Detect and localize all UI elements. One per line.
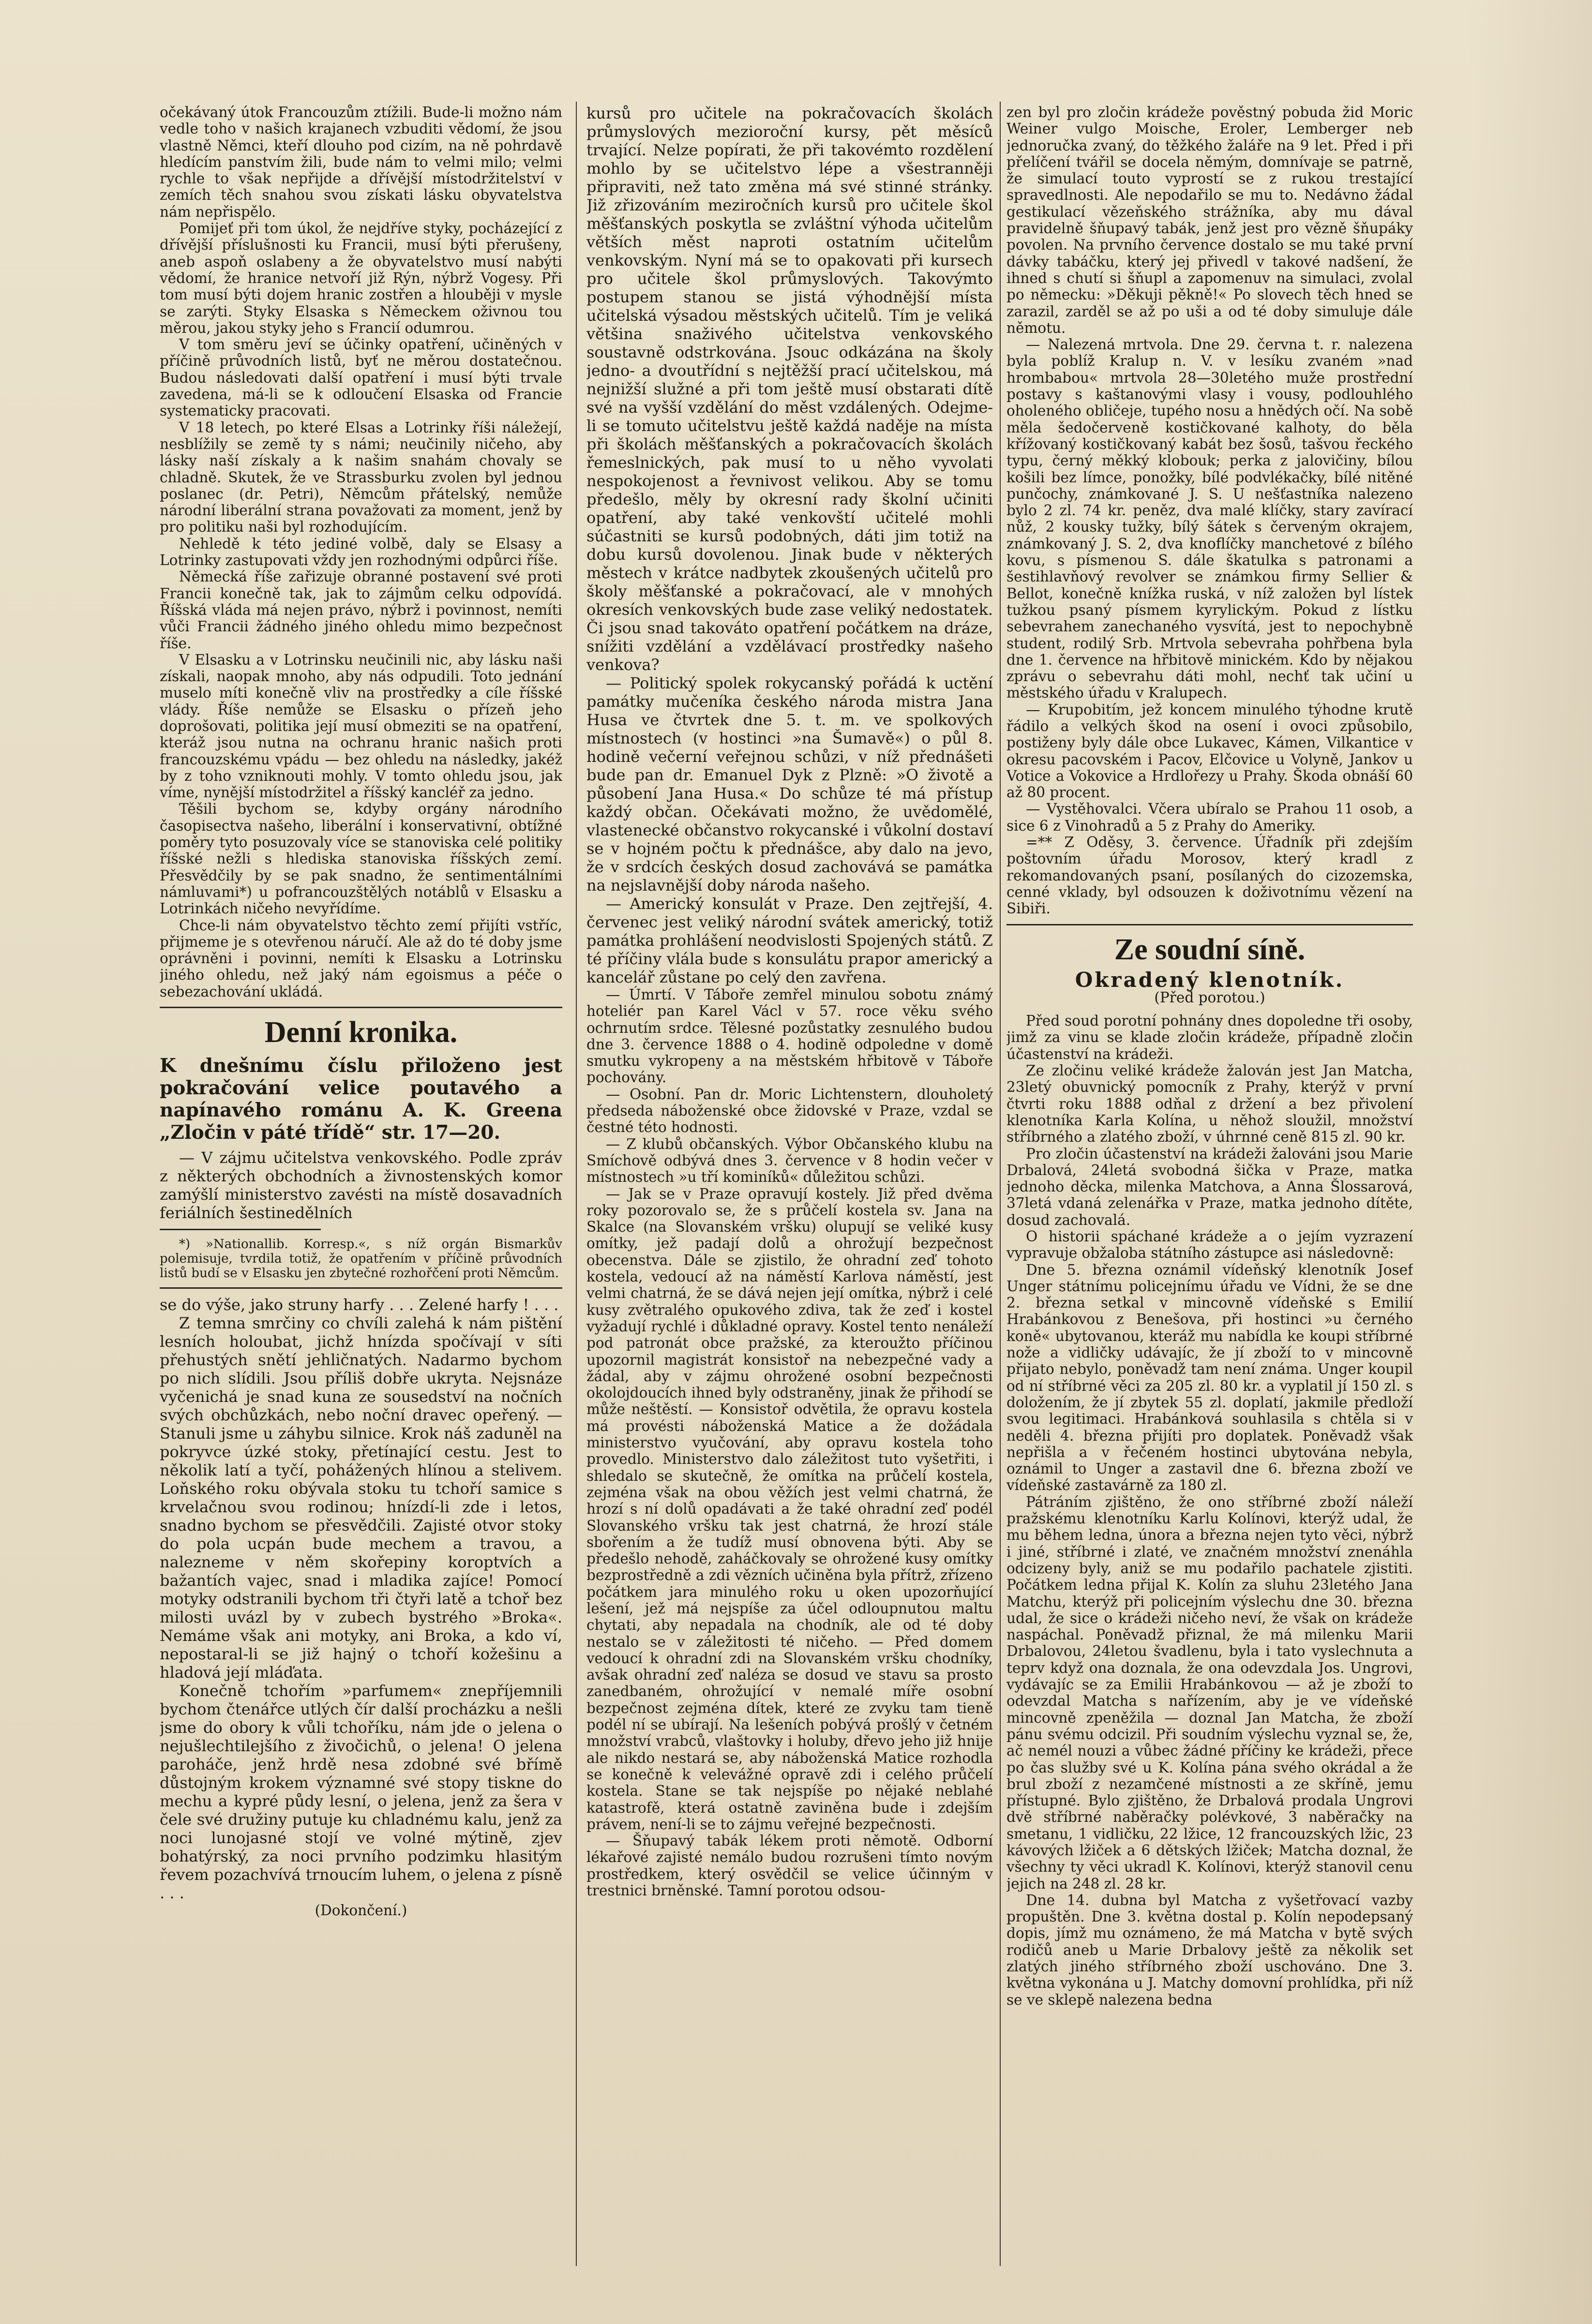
section-rule (160, 1007, 562, 1008)
court-paragraph: Dne 14. dubna byl Matcha z vyšetřovací vazby propuštěn. Dne 3. května dostal p. Kolín nepodepsaný dopis, jímž mu oznámeno, že má Matcha v bytě svých rodičů aneb u Marie Drbalovy ještě za několik set zlatých jiného stříbrného zboží uschováno. Dne 3. května vykonána u J. Matchy domovní prohlídka, při níž se ve sklepě nalezena bedna (1006, 1892, 1413, 2008)
article-paragraph: V Elsasku a v Lotrinsku neučinili nic, aby lásku naši získali, naopak mnoho, aby nás odpudili. Toto jednání muselo míti konečně vliv na prostředky a cíle říšské vlády. Říše nemůže se Elsasku o přízeň jeho doprošovati, politika její musí obmeziti se na opatření, kteráž jsou nutna na ochranu hranic našich proti francouzskému vpádu — bez ohledu na následky, jakéž by z toho vzniknouti mohly. V tomto ohledu jsou, jak víme, nynější místodržitel a říšský kancléř za jedno. (160, 651, 562, 801)
article-paragraph: Chce-li nám obyvatelstvo těchto zemí přijíti vstříc, přijmeme je s otevřenou náručí. Ale až do té doby jsme oprávněni i povinni, nemíti k Elsasku a Lotrinsku jiného ohledu, než jaký nám egoismus a péče o sebezachování ukládá. (160, 917, 562, 1000)
article-subheading: Okradený klenotník. (1075, 968, 1345, 992)
news-item: =** Z Oděsy, 3. července. Úřadník při zdejším poštovním úřadu Morosov, který kradl z rekomandovaných psaní, posílaných do cizozemska, cenné vklady, byl odsouzen k doživotnímu vězení na Sibiři. (1006, 834, 1413, 917)
court-paragraph: O historii spáchané krádeže a o jejím vyzrazení vypravuje obžaloba státního zástupce asi následovně: (1006, 1228, 1413, 1262)
news-item: kursů pro učitele na pokračovacích školách průmyslových mezioroční kursy, pět měsíců trvající. Nelze popírati, že při takovémto rozdělení mohlo by se učitelstvo lépe a všestranněji připraviti, než tato změna má své stinné stránky. Již zřizováním meziročních kursů pro učitele škol měšťanských poskytla se zvláštní výhoda učitelům větších měst naproti ostatním učitelům venkovským. Nyní má se to opakovati při kursech pro učitele škol průmyslových. Takovýmto postupem stanou se jistá výhodnější místa učitelská výsadou městských učitelů. Tím je veliká většina snaživého učitelstva venkovského soustavně odstrkována. Jsouc odkázána na školy jedno- a dvoutřídní s nejtěžší prací učitelskou, má nejnižší služné a při tom ještě musí obstarati dítě své na vyšší vzdělání do měst vzdálených. Odejme-li se tomuto učitelstvu ještě každá naděje na místa při školách měšťanských a pokračovacích školách řemeslnických, pak musí to u něho vyvolati nespokojenost a řevnivost velikou. Aby se tomu předešlo, měly by okresní rady školní učiniti opatření, aby také venkovští učitelé mohli súčastniti se kursů podobných, dáti jim totiž na dobu kursů dovolenou. Jinak bude v některých městech v krátce nadbytek zkoušených učitelů pro školy měšťanské a pokračovací, ale v mnohých okresích venkovských bude zase veliký nedostatek. Či jsou snad takováto opatření počátkem na dráze, snížiti vzdělání a vzdělávací prostředky našeho venkova? (586, 104, 993, 674)
article-paragraph: očekávaný útok Francouzům ztížili. Bude-li možno nám vedle toho v našich krajanech vzbuditi vědomí, že jsou vlastně Němci, kteří dlouho pod cizím, na ně pohrdavě hledícím panstvím žili, bude nám to velmi milo; velmi rychle to však nepřijde a dřívější místodržitelství v zemích těch snahou svou získati lásku obyvatelstva nám nepřispělo. (160, 104, 562, 220)
article-paragraph: V 18 letech, po které Elsas a Lotrinky říši náležejí, nesblížily se země ty s námi; neučinily ničeho, aby lásky naší získaly a k našim snahám chovaly se chladně. Skutek, že ve Strassburku zvolen byl jednou poslanec (dr. Petri), Němcům přátelský, nemůže národní liberální strana považovati za moment, jenž by pro politiku naši byl rozhodujícím. (160, 419, 562, 536)
article-paragraph: Pomijeť při tom úkol, že nejdříve styky, pocházející z dřívější příslušnosti ku Francii, musí býti přerušeny, aneb aspoň oslabeny a že obyvatelstvo musí nabýti vědomí, že hranice netvoří již Rýn, nýbrž Vogesy. Při tom musí býti dojem hranic zostřen a hlouběji v mysle se zarýti. Styky Elsaska s Německem oživnou tou měrou, jakou styky jeho s Francií odumrou. (160, 220, 562, 336)
news-item: — Nalezená mrtvola. Dne 29. června t. r. nalezena byla poblíž Kralup n. V. v lesíku zvaném »nad hrombabou« mrtvola 28—30letého muže prostřední postavy s kaštanovými vlasy i vousy, podlouhlého oholeného obličeje, tupého nosu a hnědých očí. Na sobě měla šedočerveně kostičkované kalhoty, do běla křížovaný kostičkovaný kabát bez šosů, tašvou řeckého typu, černý měkký klobouk; perka z jalovičiny, bílou košili bez límce, ponožky, bílé podvlékačky, bílé nitěné punčochy, známkované J. S. U nešťastníka nalezeno bylo 2 zl. 74 kr. peněz, dva malé klíčky, stary zavírací nůž, 2 kousky tužky, bílý šátek s červeným okrajem, známkovaný J. S. 2, dva knoflíčky manchetové z bílého kovu, s písmenou S. dále škatulka s patronami a šestihlavňový revolver se známkou firmy Sellier & Bellot, konečně knížka ruská, v níž založen byl lístek tužkou psaný písmem kyrylickým. Pokud z lístku sebevrahem zanechaného vysvítá, jest to nepochybně student, rodilý Srb. Mrtvola sebevraha pohřbena byla dne 1. července na hřbitově minickém. Kdo by nějakou zprávu o sebevrahu dáti mohl, nechť tak učiní u městského úřadu v Kralupech. (1006, 336, 1413, 701)
news-item: — Americký konsulát v Praze. Den zejtřejší, 4. červenec jest veliký národní svátek americký, totiž památka prohlášení neodvislosti Spojených států. Z té příčiny vlála bude s konsulátu prapor americký a kancelář zůstane po celý den zavřena. (586, 894, 993, 986)
page-shadow (1466, 0, 1592, 2324)
court-paragraph: Před soud porotní pohnány dnes dopoledne tři osoby, jimž za vinu se klade zločin krádeže, případně zločin účastenství na krádeži. (1006, 1013, 1413, 1062)
column-3 (1006, 104, 1413, 2251)
section-heading-denni-kronika: Denní kronika. (264, 1016, 458, 1049)
column-2 (586, 104, 993, 2251)
article-note: (Před porotou.) (1154, 989, 1265, 1006)
feuilleton-paragraph: Z temna smrčiny co chvíli zalehá k nám pištění lesních holoubat, jichž hnízda spočívají v síti přehustých snětí jehličnatých. Nadarmo bychom po nich slídili. Jsou příliš dobře ukryta. Nejsnáze vyčenichá je snad kuna ze sousedství na nočních svých obchůzkách, nebo noční dravec opeřený. — Stanuli jsme u záhybu silnice. Krok náš zaduněl na pokryvce úzké stoky, přetínající cestu. Jest to několik latí a tyčí, pohážených hlínou a stelivem. Loňského roku obývala stoku tu tchoří samice s krvelačnou svou rodinou; hnízdí-li zde i letos, snadno bychom se přesvědčili. Zajisté otvor stoky do pola ucpán bude mechem a travou, a nalezneme v něm skořepiny koroptvích a bažantích vajec, snad i mladika zajíce! Pomocí motyky odstranili bychom tři čtyři latě a tchoř bez milosti uvázl by v zubech bystrého »Broka«. Nemáme však ani motyky, ani Broka, a kdo ví, nepostaral-li se již hajný o tchoří kožešinu a hladová její mláďata. (160, 1314, 562, 1682)
news-item: — Z klubů občanských. Výbor Občanského klubu na Smíchově odbývá dnes 3. července v 8 hodin večer v místnostech »u tří kominíků« důležitou schůzi. (586, 1135, 993, 1186)
news-item: — Osobní. Pan dr. Moric Lichtenstern, dlouholetý předseda náboženské obce židovské v Praze, vzdal se čestné této hodnosti. (586, 1086, 993, 1136)
article-paragraph: Německá říše zařizuje obranné postavení své proti Francii konečně tak, jak to zájmům celku odpovídá. Říšská vláda má nejen právo, nýbrž i povinnost, nemíti vůči Francii žádného jiného ohledu mimo bezpečnost říše. (160, 568, 562, 652)
supplement-notice: K dnešnímu číslu přiloženo jest pokračování velice poutavého a napínavého románu A. K. Greena „Zločin v páté třídě“ str. 17—20. (160, 1055, 562, 1144)
continuation-note: (Dokončení.) (315, 1902, 407, 1919)
feuilleton-rule (160, 1287, 562, 1289)
news-item: zen byl pro zločin krádeže pověstný pobuda žid Moric Weiner vulgo Moische, Eroler, Lemberger neb jednoručka zvaný, do těžkého žaláře na 9 let. Před i při přelíčení tvářil se docela němým, domnívaje se patrně, že simulací touto vyprostí se z rukou trestající spravedlnosti. Ale nepodařilo se mu to. Nedávno žádal gestikulací vězeňského strážníka, aby mu dával pravidelně šňupavý tabák, jenž jest pro vězně šňupáky povolen. Na prvního července dostalo se mu také první dávky tabáčku, který jej přivedl v takové nadšení, že ihned s chutí si šňupl a zapomenuv na simulaci, zvolal po německu: »Děkuji pěkně!« Po slovech těch hned se zarazil, zarděl se až po uši a od té doby simuluje dále němotu. (1006, 104, 1413, 336)
court-paragraph: Pro zločin účastenství na krádeži žalováni jsou Marie Drbalová, 24letá svobodná šička v Praze, matka jednoho děcka, milenka Matchova, a Anna Šlossarová, 37letá vdaná zelenářka v Praze, matka jednoho dítěte, dosud zachovalá. (1006, 1145, 1413, 1228)
news-item: — Krupobitím, jež koncem minulého týhodne krutě řádilo a velkých škod na osení i ovoci způsobilo, postiženy byly dále obce Lukavec, Kámen, Vilkantice v okresu pacovském i Pacov, Elčovice u Volyně, Jankov u Votice a Vokovice a Hrdlořezy u Prahy. Škoda obnáší 60 až 80 procent. (1006, 701, 1413, 801)
section-heading-soudni-sin: Ze soudní síně. (1114, 933, 1306, 966)
section-rule (1006, 924, 1413, 925)
article-paragraph: Těšili bychom se, kdyby orgány národního časopisectva našeho, liberální i konservativní, obtížné poměry tyto posuzovaly více se stanoviska celé politiky říšské nežli s hlediska stanoviska říšských zemí. Přesvědčily by se pak snadno, že sentimentálními námluvami*) u pofrancouzštělých notáblů v Elsasku a Lotrinkách ničeho nevyřídíme. (160, 801, 562, 917)
court-paragraph: Pátráním zjištěno, že ono stříbrné zboží náleží pražskému klenotníku Karlu Kolínovi, kterýž udal, že mu během ledna, února a března nejen tyto věci, nýbrž i jiné, stříbrné i zlaté, ve značném množství znenáhla odcizeny byly, aniž se mu podařilo pachatele zjistiti. Počátkem ledna přijal K. Kolín za sluhu 23letého Jana Matchu, kterýž při policejním výslechu dne 30. března udal, že sice o krádeži ničeho neví, že však on krádeže naspáchal. Poněvadž přiznal, že má milenku Marii Drbalovou, 24letou švadlenu, byla i tato vyslechnuta a teprv když ona doznala, že ona odevzdala Jos. Ungrovi, vydávajíc se za Emilii Hrabánkovou — až je zboží to odevzdal Matcha s nařízením, aby je ve vídeňské mincovně zpeněžila — doznal Jan Matcha, že zboží pánu svému odcizil. Při soudním výslechu vyznal se, že, ač nemél nouzi a vůbec žádné příčiny ke krádeži, přece po čas služby své u K. Kolína pána svého okrádal a že brul zboží z nezamčené místnosti a ze skříně, jemu přístupné. Bylo zjištěno, že Drbalová prodala Ungrovi dvě stříbrné naběračky polévkové, 3 naběračky na smetanu, 1 vidličku, 22 lžice, 12 francouzských lžic, 23 kávových lžiček a 6 dětských lžiček; Matcha doznal, že všechny ty věci ukradl K. Kolínovi, kterýž stanovil cenu jejich na 248 zl. 28 kr. (1006, 1493, 1413, 1892)
news-item: — V zájmu učitelstva venkovského. Podle zpráv z některých obchodních a živnostenských komor zamýšlí ministerstvo zavésti na místě dosavadních feriálních šestinedělních (160, 1148, 562, 1222)
news-item: — Politický spolek rokycanský pořádá k uctění památky mučeníka českého národa mistra Jana Husa ve čtvrtek dne 5. t. m. ve spolkových místnostech (v hostinci »na Šumavě«) o půl 8. hodině večerní veřejnou schůzi, v níž přednášeti bude pan dr. Emanuel Dyk z Plzně: »O životě a působení Jana Husa.« Do schůze té má přístup každý občan. Očekávati možno, že uvědomělé, vlastenecké občanstvo rokycanské i vůkolní dostaví se v hojném počtu k přednášce, aby dalo na jevo, že v srdcích českých dosud zachovává se památka na nejslavnější doby národa našeho. (586, 674, 993, 894)
news-item: — Úmrtí. V Táboře zemřel minulou sobotu známý hoteliér pan Karel Václ v 57. roce věku svého ochrnutím srdce. Tělesné pozůstatky zesnulého budou dne 3. července 1888 o 4. hodině odpoledne v domě smutku vykropeny a na městském hřbitově v Táboře pochovány. (586, 986, 993, 1086)
feuilleton-paragraph: Konečně tchořím »parfumem« znepříjemnili bychom čtenářce utlých čír další procházku a nešli jsme do obory k vůli tchoříku, nám jde o jelena o nejušlechtilejšího z živočichů, o jelena! O jelena paroháče, jenž hrdě nesa zdobné své břímě důstojným krokem významné své stopy tiskne do mechu a kypré půdy lesní, o jelena, jenž za šera v čele své družiny putuje ku chladnému kalu, jenž za noci lunojasné stojí ve volné mýtině, zjev bohatýrský, za noci prvního podzimku hlasitým řevem pozachvívá trnoucím luhem, o jelena z písně . . . (160, 1682, 562, 1903)
article-paragraph: V tom směru jeví se účinky opatření, učiněných v příčině průvodních listů, byť ne měrou dostatečnou. Budou následovati další opatření i musí býti trvale zavedena, má-li se k odloučení Elsaska od Francie systematicky pracovati. (160, 336, 562, 419)
column-1 (160, 104, 562, 2251)
footnote-rule (160, 1229, 321, 1230)
news-item: — Šňupavý tabák lékem proti němotě. Odborní lékařové zajisté nemálo budou rozrušeni tímto novým prostředkem, který osvědčil se velice účinným v trestnici brněnské. Tamní porotou odsou- (586, 1832, 993, 1899)
news-item: — Jak se v Praze opravují kostely. Již před dvěma roky pozorovalo se, že s průčelí kostela sv. Jana na Skalce (na Slovanském vršku) olupují se veliké kusy omítky, jež padají dolů a ohrožují bezpečnost obecenstva. Dále se zjistilo, že ohradní zeď tohoto kostela, vedoucí až na náměstí Karlova náměstí, jest velmi chatrná, že se dává nejen její omítka, nýbrž i celé kusy zvětralého opukového zdiva, tak že zeď i kostel vyžadují rychlé i důkladné opravy. Kostel tento nenáleží pod patronát obce pražské, za kteroužto příčinou upozornil magistrát konsistoř na nebezpečné vady a žádal, aby v zájmu ohrožené osobní bezpečnosti okolojdoucích ihned byly odstraněny, jinak že přihodí se může neštěstí. — Konsistoř odvětila, že opravu kostela má provésti náboženská Matice a že dožádala ministerstvo vyučování, aby opravu kostela toho provedlo. Ministerstvo dalo záležitost tuto vyšetřiti, i shledalo se skutečně, že omítka na průčelí kostela, zejména však na obou věžích jest velmi chatrná, že hrozí s ní dolů opadávati a že také ohradní zeď podél Slovanského vršku tak jest chatrná, že hrozí stále sbořením a že tudíž musí obnovena býti. Aby se předešlo nehodě, zaháčkovaly se ohrožené kusy omítky bezprostředně a zdi vězních učiněna byla přítrž, zřízeno počátkem jara minulého roku u oken upozorňující lešení, jež má nejspíše za účel odloupnutou maltu chytati, aby nepadala na chodník, ale od té doby nestalo se v záležitosti té ničeho. — Před domem vedoucí k ohradní zdi na Slovanském vršku chodníky, avšak ohradní zeď naléza se dosud ve stavu sa prosto zanedbaném, ohrožující v nemalé míře osobní bezpečnost zejména dítek, které ze zvyku tam tieně podél ní se ubírají. Na lešeních pobývá prošlý v četném množství vrabců, vlaštovky i holuby, dřevo jeho již hnije ale nikdo nestará se, aby náboženská Matice rozhodla se konečně k velevážné opravě zdi i celého průčelí kostela. Stane se tak nejspíše po nějaké neblahé katastrofě, která ostatně zaviněna bude i zdejším právem, není-li se to zájmu veřejné bezpečnosti. (586, 1185, 993, 1832)
column-divider (576, 102, 577, 2266)
news-item: — Vystěhovalci. Včera ubíralo se Prahou 11 osob, a sice 6 z Vinohradů a 5 z Prahy do Ameriky. (1006, 801, 1413, 834)
column-divider (1000, 102, 1001, 2266)
court-paragraph: Dne 5. března oznámil vídeňský klenotník Josef Unger státnímu policejnímu úřadu ve Vídni, že se dne 2. března setkal v mincovně vídeňské s Emilií Hrabánkovou z Benešova, při hostinci »u černého koně« ubytovanou, kteráž mu nabídla ke koupi stříbrné nože a vidličky udávajíc, že jí zboží to v mincovně přijato nebylo, poněvadž tam není známa. Unger koupil od ní stříbrné věci za 205 zl. 80 kr. a vyplatil jí 150 zl. s doložením, že jí zbytek 55 zl. doplatí, jakmile předloží svou legitimaci. Hrabánková souhlasila s chtěla si v neděli 4. března přijíti pro doplatek. Poněvadž však nepřišla a v řečeném hostinci ubytována nebyla, oznámil to Unger a zastavil dne 6. března zboží ve vídeňské zastavárně za 180 zl. (1006, 1261, 1413, 1494)
footnote: *) »Nationallib. Korresp.«, s níž orgán Bismarkův polemisuje, tvrdila totiž, že opatřením v příčině průvodních listů budí se v Elsasku jen zbytečné rozhořčení proti Němcům. (160, 1237, 562, 1281)
article-paragraph: Nehledě k této jediné volbě, daly se Elsasy a Lotrinky zastupovati vždy jen rozhodnými odpůrci říše. (160, 535, 562, 569)
feuilleton-paragraph: se do výše, jako struny harfy . . . Zelené harfy ! . . . (160, 1296, 559, 1314)
court-paragraph: Ze zločinu veliké krádeže žalován jest Jan Matcha, 23letý obuvnický pomocník z Prahy, kterýž v první čtvrti roku 1888 odňal z držení a bez přivolení klenotníka Karla Kolína, u něhož sloužil, množství stříbrného a zlatého zboží, v úhrnné ceně 815 zl. 90 kr. (1006, 1062, 1413, 1146)
